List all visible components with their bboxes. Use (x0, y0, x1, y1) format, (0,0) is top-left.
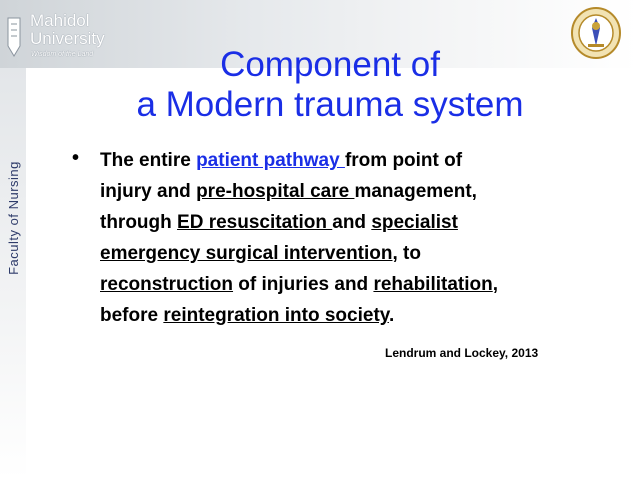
citation: Lendrum and Lockey, 2013 (385, 346, 539, 360)
body-text-segment: management, (354, 181, 477, 202)
body-text-segment: before (100, 305, 164, 326)
university-logo-icon (4, 16, 24, 62)
body-text-segment: , (492, 274, 499, 295)
slide-title-line2: a Modern trauma system (136, 85, 524, 125)
sidebar-band (0, 68, 26, 479)
body-line-6 (100, 300, 590, 331)
university-name-line2: University (30, 29, 105, 48)
bullet-marker: • (72, 147, 80, 169)
body-line-1 (100, 145, 590, 176)
university-tagline: Wisdom of the Land (31, 51, 94, 58)
patient-pathway-link[interactable]: patient pathway (196, 150, 345, 171)
university-name-line1: Mahidol (30, 11, 90, 30)
body-text-segment: The entire (100, 150, 197, 171)
body-line-2 (100, 176, 590, 207)
ed-resuscitation-term: ED resuscitation (177, 212, 333, 233)
body-line-4 (100, 238, 590, 269)
reintegration-term: reintegration into society (163, 305, 389, 326)
body-line-5 (100, 269, 590, 300)
specialist-term: specialist (371, 212, 458, 233)
body-text-segment: , to (392, 243, 421, 264)
body-line-3 (100, 207, 590, 238)
university-name (30, 12, 105, 48)
emergency-surgical-intervention-term: emergency surgical intervention (100, 243, 393, 264)
body-text-segment: of injuries and (233, 274, 374, 295)
slide-title (60, 45, 600, 125)
pre-hospital-care-term: pre-hospital care (196, 181, 355, 202)
reconstruction-term: reconstruction (100, 274, 234, 295)
body-text-segment: injury and (100, 181, 197, 202)
rehabilitation-term: rehabilitation (373, 274, 493, 295)
body-text-segment: and (332, 212, 372, 233)
slide-title-line1: Component of (220, 45, 440, 85)
faculty-label: Faculty of Nursing (6, 161, 21, 275)
bullet-text (100, 145, 590, 331)
body-text-segment: . (388, 305, 395, 326)
body-text-segment: through (100, 212, 178, 233)
body-text-segment: from point of (344, 150, 463, 171)
